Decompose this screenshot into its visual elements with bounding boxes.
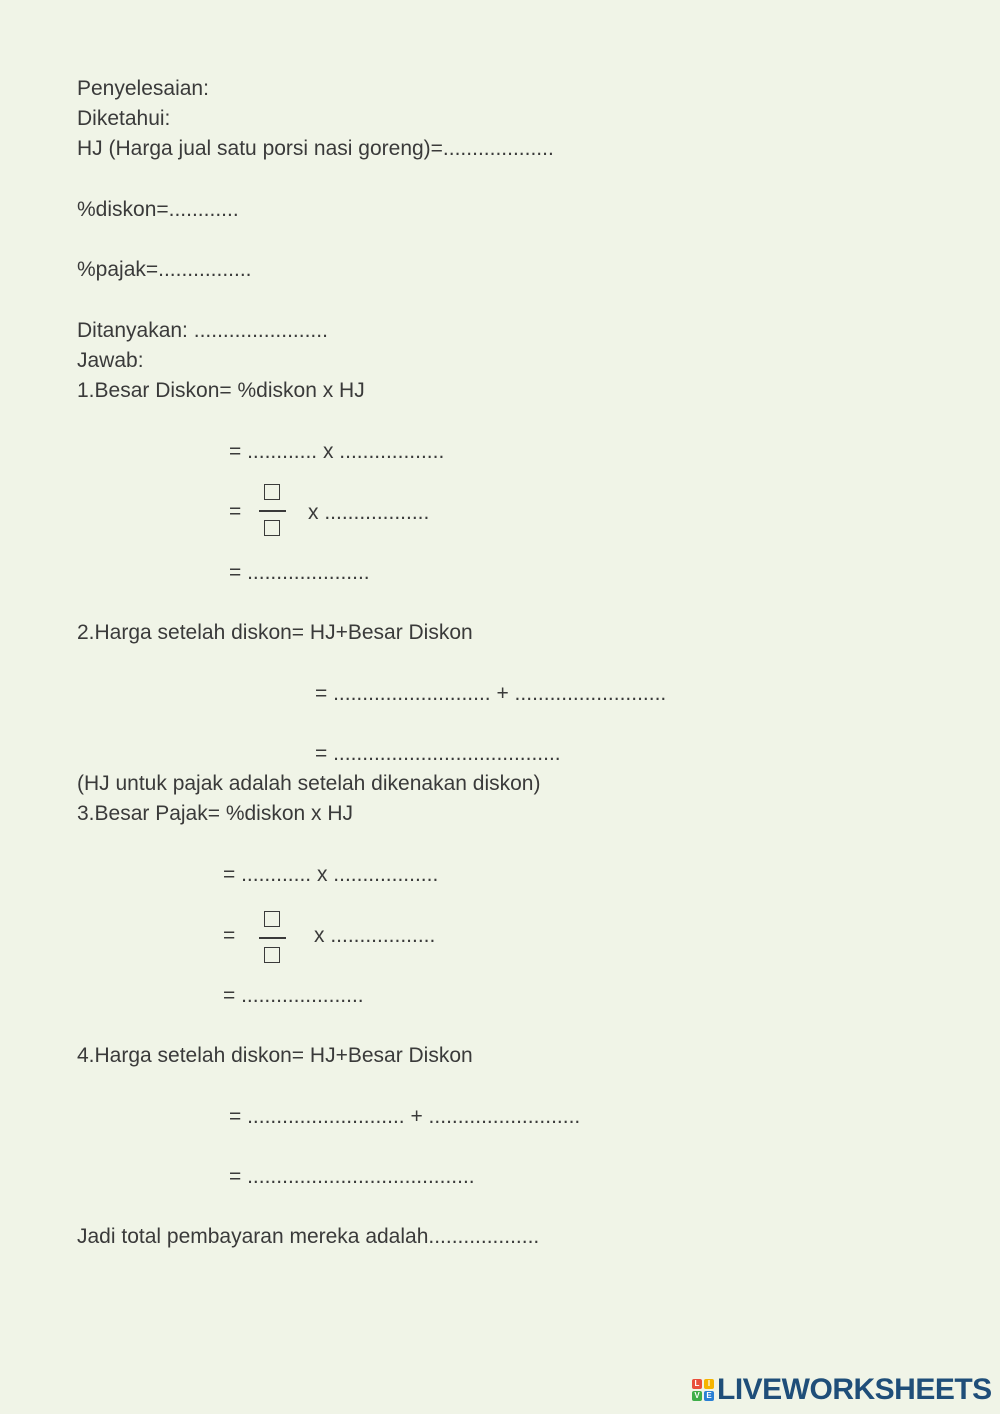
known-hj: HJ (Harga jual satu porsi nasi goreng)=...................	[77, 137, 554, 160]
step1-times: x ..................	[308, 501, 430, 524]
step1-line-a: = ............ x ..................	[229, 440, 445, 463]
step3-times: x ..................	[314, 924, 436, 947]
asked-line: Ditanyakan: .......................	[77, 319, 328, 342]
conclusion: Jadi total pembayaran mereka adalah...................	[77, 1225, 540, 1248]
step4-formula: 4.Harga setelah diskon= HJ+Besar Diskon	[77, 1044, 473, 1067]
liveworksheets-wordmark: LIVEWORKSHEETS	[717, 1373, 992, 1406]
step2-note: (HJ untuk pajak adalah setelah dikenakan diskon)	[77, 772, 541, 795]
answer-heading: Jawab:	[77, 349, 144, 372]
fraction-denominator-box[interactable]	[264, 520, 280, 536]
step3-line-c: = .....................	[223, 984, 364, 1007]
step2-line-a: = ........................... + ..........................	[315, 682, 667, 705]
liveworksheets-logo[interactable]	[692, 1375, 992, 1405]
step2-formula: 2.Harga setelah diskon= HJ+Besar Diskon	[77, 621, 473, 644]
known-discount: %diskon=............	[77, 198, 239, 221]
fraction-numerator-box[interactable]	[264, 911, 280, 927]
step3-eq: =	[223, 924, 236, 947]
liveworksheets-logo-icon: L I V E	[692, 1379, 714, 1401]
solution-title: Penyelesaian:	[77, 77, 209, 100]
step2-line-b: = .......................................	[315, 742, 561, 765]
step3-line-a: = ............ x ..................	[223, 863, 439, 886]
fraction-denominator-box[interactable]	[264, 947, 280, 963]
known-tax: %pajak=................	[77, 258, 252, 281]
fraction-bar	[259, 937, 286, 939]
fraction-bar	[259, 510, 286, 512]
step3-formula: 3.Besar Pajak= %diskon x HJ	[77, 802, 354, 825]
fraction-numerator-box[interactable]	[264, 484, 280, 500]
known-heading: Diketahui:	[77, 107, 171, 130]
step4-line-a: = ........................... + ..........................	[229, 1105, 581, 1128]
step1-formula: 1.Besar Diskon= %diskon x HJ	[77, 379, 365, 402]
step1-eq: =	[229, 500, 242, 523]
step1-line-c: = .....................	[229, 561, 370, 584]
step4-line-b: = .......................................	[229, 1165, 475, 1188]
